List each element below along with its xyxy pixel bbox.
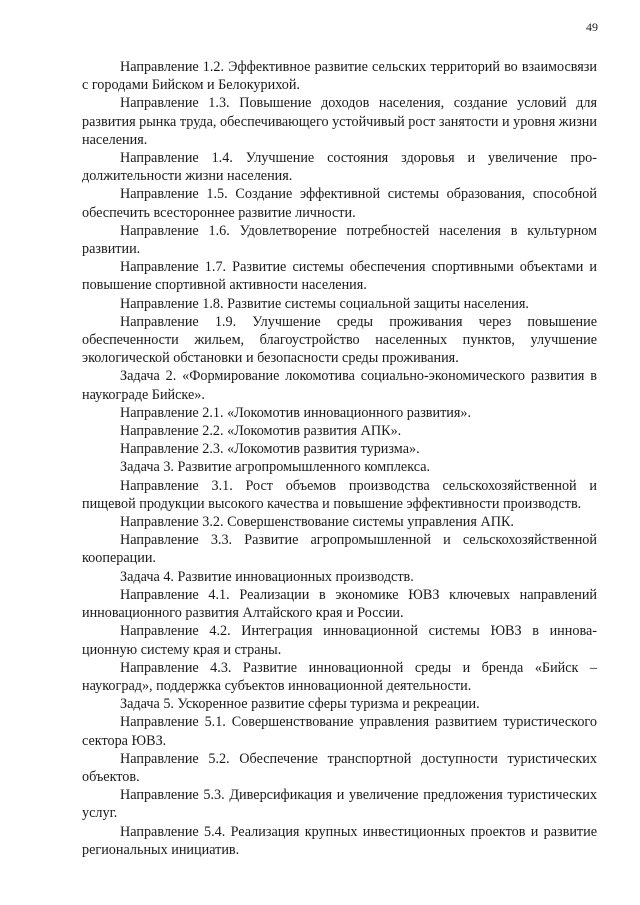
page-number: 49	[586, 20, 598, 34]
paragraph: Задача 3. Развитие агропромышленного комплекса.	[120, 459, 431, 476]
paragraph: Направление 1.4. Улучшение состояния здоровья и увеличение продолжительности жизни населения.	[82, 150, 597, 185]
paragraph: Направление 3.3. Развитие агропромышленной и сельскохозяйственной кооперации.	[82, 532, 597, 567]
paragraph: Направление 1.3. Повышение доходов населения, создание условий для развития рынка труда, обеспечивающего устойчивый рост занятости и уровня жизни населения.	[82, 95, 597, 148]
paragraph: Направление 5.4. Реализация крупных инвестиционных проектов и развитие региональных инициатив.	[82, 823, 597, 858]
paragraph: Направление 4.2. Интеграция инновационной системы ЮВЗ в инновационную систему края и страны.	[82, 623, 597, 658]
paragraph: Задача 5. Ускоренное развитие сферы туризма и рекреации.	[120, 696, 480, 713]
paragraph: Направление 1.5. Создание эффективной системы образования, способной обеспечить всестороннее развитие личности.	[82, 186, 597, 221]
paragraph: Направление 4.1. Реализации в экономике ЮВЗ ключевых направлений инновационного развития Алтайского края и России.	[82, 586, 597, 622]
paragraph: Направление 4.3. Развитие инновационной среды и бренда «Бийск – наукоград», поддержка субъектов инновационной деятельности.	[82, 659, 597, 694]
paragraph: Направление 3.1. Рост объемов производства сельскохозяйственной и пищевой продукции высокого качества и повышение эффективности производств.	[82, 477, 597, 512]
paragraph: Направление 5.3. Диверсификация и увеличение предложения туристических услуг.	[82, 787, 597, 822]
paragraph: Направление 5.1. Совершенствование управления развитием туристического сектора ЮВЗ.	[82, 714, 597, 749]
paragraph: Направление 3.2. Совершенствование системы управления АПК.	[120, 514, 514, 531]
paragraph: Направление 1.8. Развитие системы социальной защиты населения.	[120, 295, 529, 312]
paragraph: Задача 2. «Формирование локомотива социально-экономического развития в наукограде Бийске».	[82, 368, 597, 403]
paragraph: Направление 1.6. Удовлетворение потребностей населения в культурном развитии.	[82, 222, 597, 258]
paragraph: Направление 2.1. «Локомотив инновационного развития».	[120, 404, 472, 421]
paragraph: Направление 2.2. «Локомотив развития АПК».	[120, 423, 402, 440]
paragraph: Направление 1.9. Улучшение среды проживания через повышение обеспеченности жильем, благоустройство населенных пунктов, улучшение экологической обстановки и безопасности среды проживания.	[82, 313, 597, 367]
paragraph: Задача 4. Развитие инновационных производств.	[120, 568, 414, 585]
paragraph: Направление 1.7. Развитие системы обеспечения спортивными объектами и повышение спортивной активности населения.	[82, 259, 597, 294]
paragraph: Направление 1.2. Эффективное развитие сельских территорий во взаимосвязи с городами Бийском и Белокурихой.	[82, 59, 597, 94]
paragraph: Направление 2.3. «Локомотив развития туризма».	[120, 441, 420, 458]
paragraph: Направление 5.2. Обеспечение транспортной доступности туристических объектов.	[82, 750, 597, 785]
page-body	[82, 58, 597, 859]
